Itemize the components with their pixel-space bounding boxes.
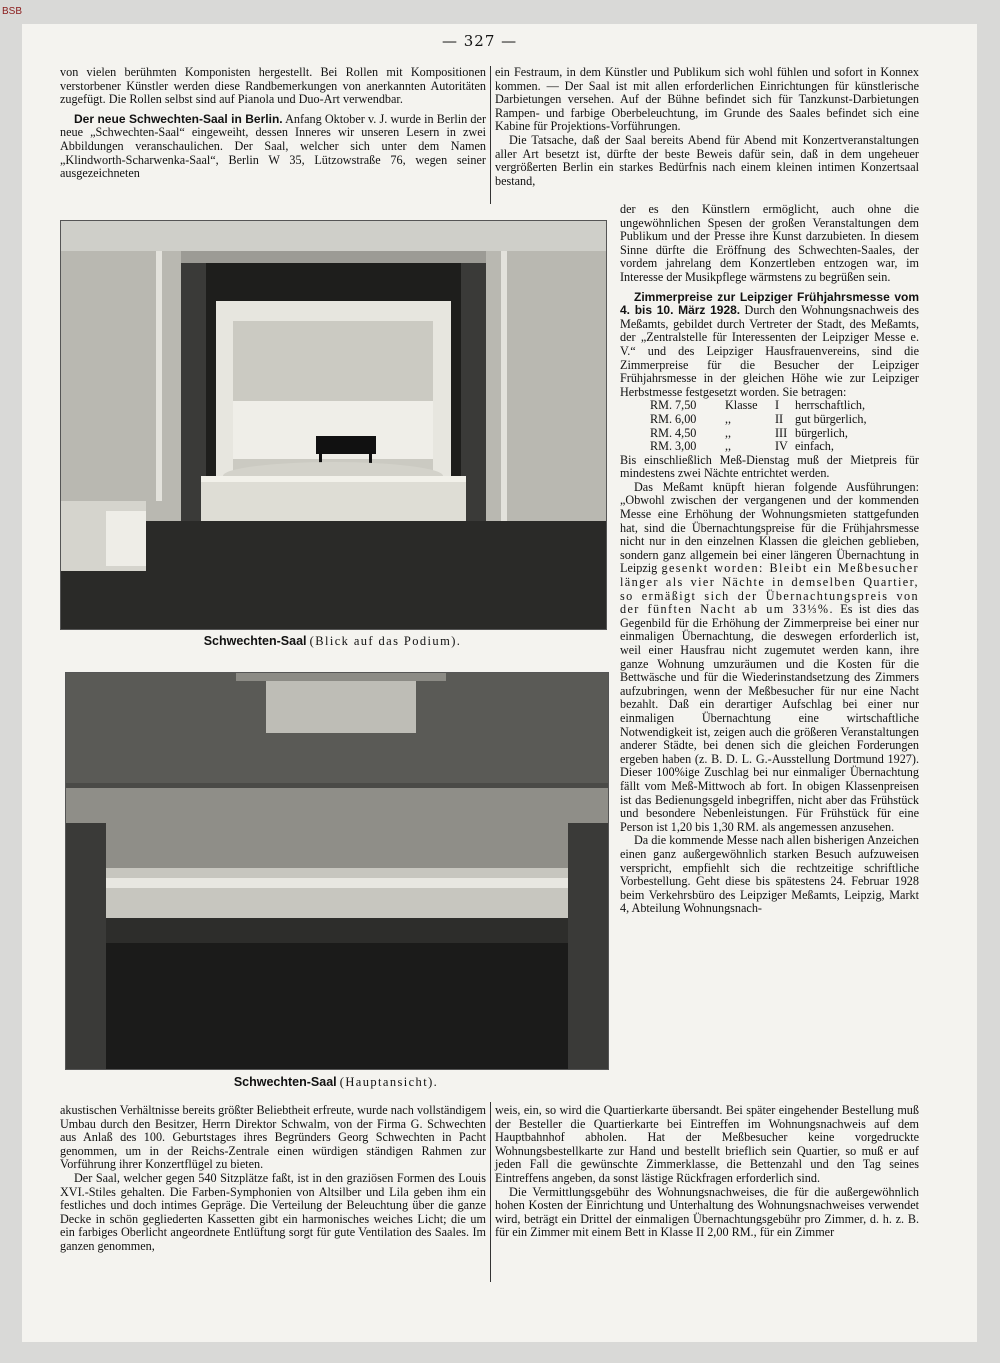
column-rule xyxy=(490,1102,491,1282)
paragraph xyxy=(620,291,919,400)
paragraph: akustischen Verhältnisse bereits größter Beliebtheit erfreute, wurde nach vollständigem Umbau durch den Besitzer, Herrn Direktor Schwalm, von der Firma G. Schwechten aus Anlaß des 100. Geburtstages ihres Begründers Georg Schwechten in Pacht genommen, um in der Reichs-Zentrale einen würdigen ständigen Rahmen zur Vorführung ihrer Konzertflügel zu bieten. xyxy=(60,1103,486,1172)
left-bottom-column xyxy=(60,1104,486,1254)
paragraph: Die Tatsache, daß der Saal bereits Abend für Abend mit Konzertveranstaltungen aller Art besetzt ist, dürfte der beste Beweis dafür sein, daß in dem ungeheuer vergrößerten Berlin ein starkes Bedürfnis nach einem kleinen intimen Konzertsaal bestand, xyxy=(495,132,919,188)
caption-title: Schwechten-Saal xyxy=(233,1075,337,1089)
column-rule xyxy=(490,66,491,204)
article-heading: Der neue Schwechten-Saal in Berlin. xyxy=(74,111,283,126)
paragraph-text: Anfang Oktober v. J. wurde in Berlin der neue „Schwechten-Saal“ eingeweiht, dessen Inneres wir unseren Lesern in zwei Abbildungen veranschaulichen. Der Saal, welcher sich unter dem Namen „Klindworth-Scharwenka-Saal“, Berlin W 35, Lützowstraße 76, wegen seiner ausgezeichneten xyxy=(60,111,486,181)
hall-photo-illustration xyxy=(66,673,608,1069)
stage-photo-illustration xyxy=(61,221,606,629)
right-middle-column xyxy=(620,203,919,916)
caption-text: (Hauptansicht). xyxy=(339,1075,439,1089)
photo-podium-caption xyxy=(60,634,605,649)
photo-podium xyxy=(60,220,607,630)
paragraph: Der Saal, welcher gegen 540 Sitzplätze faßt, ist in den graziösen Formen des Louis XVI.-Stiles gehalten. Die Farben-Symphonien von Altsilber und Lila geben ihm ein festliches und doch intimes Gepräge. Die Verteilung der Beleuchtung über die ganze Decke in schön gegliederten Kassetten gibt ein harmonisches weiches Licht; die um ein farbiges Oberlicht angeordnete Entlüftung sorgt für gute Ventilation des Saales. Im ganzen genommen, xyxy=(60,1170,486,1253)
left-top-column xyxy=(60,66,486,181)
paragraph: Da die kommende Messe nach allen bisherigen Anzeichen einen ganz außergewöhnlich starken Besuch aufzuweisen verspricht, empfiehlt sich die rechtzeitige schriftliche Vorbestellung. Geht diese bis spätestens 24. Februar 1928 beim Verkehrsbüro des Leipziger Meßamts, Leipzig, Markt 4, Abteilung Wohnungsnach- xyxy=(620,833,919,916)
paragraph xyxy=(60,113,486,181)
photo-main-hall-caption xyxy=(65,1075,607,1090)
price-row: RM. 7,50 Klasse I herrschaftlich, xyxy=(650,398,866,413)
price-table xyxy=(650,399,919,453)
paragraph: ein Festraum, in dem Künstler und Publikum sich wohl fühlen und sofort in Konnex kommen. — Der Saal ist mit allen erforderlichen Einrichtungen für künstlerische Darbietungen versehen. Auf der Bühne befindet sich für Tanzkunst-Darbietungen Rampen- und farbige Oberbeleuchtung, im Grunde des Saales befindet sich eine Kabine für Projektions-Vorführungen. xyxy=(495,65,919,134)
photo-main-hall xyxy=(65,672,609,1070)
article-heading: Zimmerpreise zur Leipziger Frühjahrsmesse vom 4. bis 10. März 1928. xyxy=(620,289,919,318)
price-row: RM. 6,00 ,, II gut bürgerlich, xyxy=(650,411,867,426)
price-row: RM. 3,00 ,, IV einfach, xyxy=(650,439,834,454)
paragraph: weis, ein, so wird die Quartierkarte übersandt. Bei später eingehender Bestellung muß der Besteller die Quartierkarte bei Eintreffen im Wohnungsnachweis auf dem Hauptbahnhof abholen. Hat der Meßbesucher keine vorgedruckte Wohnungsbestellkarte zur Hand und bestellt brieflich sein Quartier, so muß er auf jeden Fall die gewünschte Zimmerklasse, die Bettenzahl und den Tag seines Eintreffens angeben, da sonst lästige Rückfragen erforderlich sind. xyxy=(495,1103,919,1185)
caption-text: (Blick auf das Podium). xyxy=(309,634,462,648)
right-bottom-column xyxy=(495,1104,919,1240)
paragraph-text: Durch den Wohnungsnachweis des Meßamts, gebildet durch Vertreter der Stadt, des Meßamts, der „Zentralstelle für Interessenten der Leipziger Messe e. V.“ und des Leipziger Hausfrauenvereins, sind die Zimmerpreise für die Besucher der Leipziger Frühjahrsmesse in der gleichen Höhe wie zur Leipziger Herbstmesse festgesetzt worden. Sie betragen: xyxy=(620,303,919,399)
caption-title: Schwechten-Saal xyxy=(203,634,307,648)
price-row: RM. 4,50 ,, III bürgerlich, xyxy=(650,425,848,440)
paragraph: von vielen berühmten Komponisten hergestellt. Bei Rollen mit Kompositionen verstorbener Künstler werden diese Randbemerkungen von anerkannten Autoritäten zugefügt. Die Rollen selbst sind auf Pianola und Duo-Art verwendbar. xyxy=(60,65,486,107)
paragraph: Die Vermittlungsgebühr des Wohnungsnachweises, die für die außergewöhnlich hohen Kosten der Einrichtung und Unterhaltung des Wohnungsnachweises verwendet wird, beträgt ein Drittel der einmaligen Übernachtungsgebühr pro Zimmer, d. h. z. B. für ein Zimmer mit einem Bett in Klasse II 2,00 RM., für ein Zimmer xyxy=(495,1184,919,1240)
right-top-column xyxy=(495,66,919,188)
page-number: — 327 — xyxy=(442,32,518,50)
paragraph: der es den Künstlern ermöglicht, auch ohne die ungewöhnlichen Spesen der großen Veranstaltungen dem Publikum und der Presse ihre Kunst darzubieten. In diesem Sinne dürfte die Eröffnung des Schwechten-Saales, der vordem jahrelang dem Konzertleben entzogen war, im Interesse der Musikpflege wärmstens zu begrüßen sein. xyxy=(620,202,919,284)
library-mark: BSB xyxy=(2,6,23,17)
paragraph: Das Meßamt knüpft hieran folgende Ausführungen: „Obwohl zwischen der vergangenen und der kommenden Messe eine Erhöhung der Wohnungsmieten stattgefunden hat, sind die Übernachtungspreise für die Frühjahrsmesse nicht nur in den einzelnen Klassen die gleichen geblieben, sondern ganz allgemein bei einer längeren Übernachtung in Leipzig gesenkt worden: Bleibt ein Meßbesucher länger als vier Nächte in demselben Quartier, so ermäßigt sich der Übernachtungspreis von der fünften Nacht ab um 33⅓%. Es ist dies das Gegenbild für die Erhöhung der Zimmerpreise bei einer nur einmaligen Übernachtung, die deswegen erforderlich ist, weil einer Hausfrau nicht zugemutet werden kann, ihre ganze Wohnung umzuräumen und die Kosten für die Bettwäsche und für die Wiederinstandsetzung des Zimmers aufzubringen, wenn der Meßbesucher für nur eine Nacht bezahlt. Daß ein derartiger Aufschlag bei einer nur einmaligen Übernachtung eine wirtschaftliche Notwendigkeit ist, zeigen auch die größeren Veranstaltungen anderer Städte, bei denen sich die gleichen Forderungen ergeben haben (z. B. D. L. G.-Ausstellung Dortmund 1927). Dieser 100%ige Zuschlag bei nur einmaliger Übernachtung fällt vom Meß-Mittwoch ab fort. In obigen Klassenpreisen ist das Bedienungsgeld inbegriffen, nicht aber das Frühstück und besondere Nebenleistungen. Für Frühstück für eine Person ist 1,20 bis 1,30 RM. als angemessen anzusehen. xyxy=(620,479,919,834)
paragraph: Bis einschließlich Meß-Dienstag muß der Mietpreis für mindestens zwei Nächte entrichtet werden. xyxy=(620,452,919,481)
